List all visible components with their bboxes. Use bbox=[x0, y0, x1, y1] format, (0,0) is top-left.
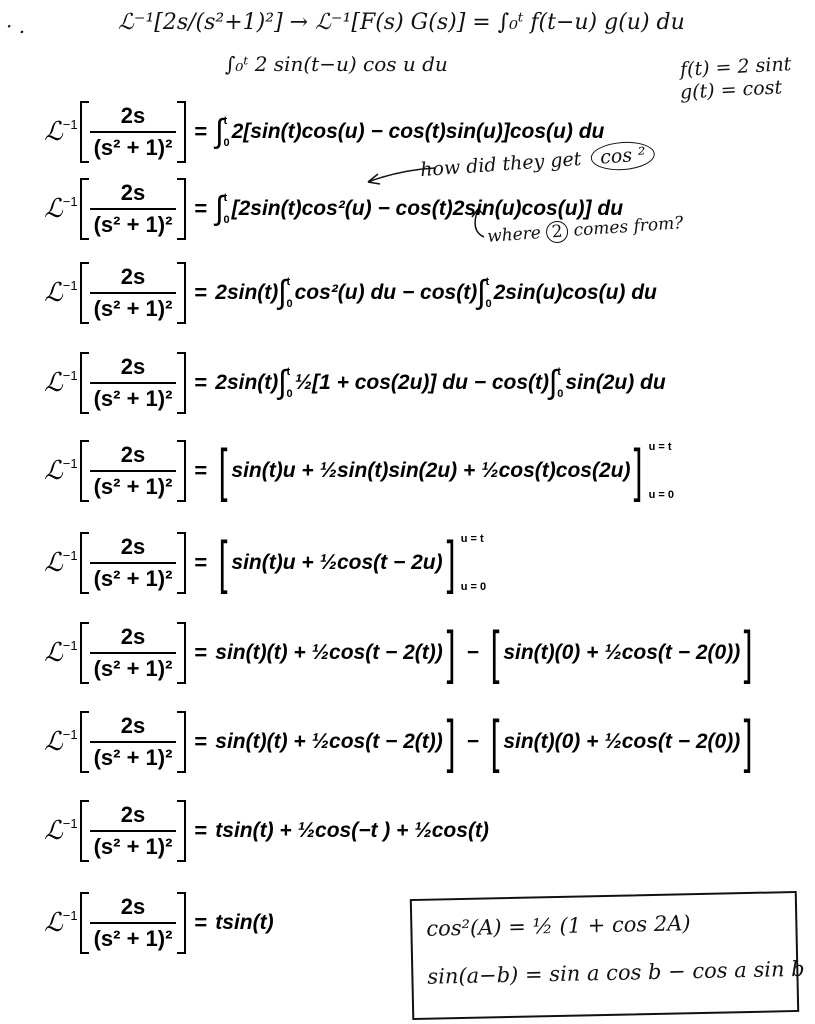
laplace-inverse-sup: −1 bbox=[62, 367, 78, 383]
lhs-fraction bbox=[90, 442, 177, 500]
laplace-inverse-sup: −1 bbox=[62, 815, 78, 831]
equation-row bbox=[44, 348, 666, 418]
integral-sign: ∫ bbox=[278, 364, 287, 401]
expression-segment: sin(t)(0) + ½cos(t − 2(0)) bbox=[503, 730, 741, 753]
expression-segment: 2sin(t) bbox=[215, 281, 279, 304]
integral-lower-limit: 0 bbox=[223, 214, 230, 226]
lower-limit: u = 0 bbox=[648, 489, 674, 501]
equation-rhs bbox=[215, 911, 273, 935]
handwritten-f-of-t: f(t) = 2 sint bbox=[679, 53, 792, 81]
equation-rhs bbox=[215, 438, 674, 503]
equals-sign: = bbox=[194, 910, 208, 935]
expression-segment: 2sin(u)cos(u) du bbox=[493, 281, 657, 304]
equation-row bbox=[44, 528, 486, 598]
lhs-numerator: 2s bbox=[120, 802, 146, 827]
lhs-fraction bbox=[90, 894, 177, 952]
laplace-operator: ℒ bbox=[44, 908, 63, 938]
inverse-laplace-lhs bbox=[44, 352, 215, 414]
equation-row bbox=[44, 618, 756, 688]
expression-segment: tsin(t) + ½cos(−t ) + ½cos(t) bbox=[215, 819, 489, 842]
expression-segment: sin(t)u + ½cos(t − 2u) bbox=[231, 551, 443, 574]
integral-lower-limit: 0 bbox=[286, 388, 293, 400]
handwritten-integral-line: ∫₀ᵗ 2 sin(t−u) cos u du bbox=[225, 52, 448, 76]
equals-sign: = bbox=[194, 280, 208, 305]
lhs-fraction bbox=[90, 534, 177, 592]
laplace-inverse-sup: −1 bbox=[62, 637, 78, 653]
upper-limit: u = t bbox=[648, 441, 672, 453]
equation-row bbox=[44, 436, 674, 506]
lhs-denominator: (s² + 1)² bbox=[90, 470, 177, 500]
laplace-inverse-sup: −1 bbox=[62, 116, 78, 132]
expression-segment: sin(t)(0) + ½cos(t − 2(0)) bbox=[503, 641, 741, 664]
expression-segment: sin(t)(t) + ½cos(t − 2(t)) bbox=[215, 730, 443, 753]
integral-with-limits bbox=[278, 366, 294, 400]
equals-sign: = bbox=[194, 370, 208, 395]
equation-row bbox=[44, 888, 274, 958]
integral-lower-limit: 0 bbox=[286, 298, 293, 310]
lhs-numerator: 2s bbox=[120, 624, 146, 649]
lhs-denominator: (s² + 1)² bbox=[90, 922, 177, 952]
equals-sign: = bbox=[194, 729, 208, 754]
expression-segment: tsin(t) bbox=[215, 911, 274, 934]
laplace-operator: ℒ bbox=[44, 638, 63, 668]
lhs-fraction bbox=[90, 103, 177, 161]
expression-segment: sin(t)(t) + ½cos(t − 2(t)) bbox=[215, 641, 443, 664]
laplace-inverse-sup: −1 bbox=[62, 277, 78, 293]
circled-two: 2 bbox=[545, 220, 568, 243]
laplace-operator: ℒ bbox=[44, 278, 63, 308]
equals-sign: = bbox=[194, 119, 208, 144]
lhs-bracket bbox=[80, 440, 187, 502]
large-bracket: ] bbox=[634, 438, 643, 503]
laplace-operator: ℒ bbox=[44, 368, 63, 398]
integral-upper-limit: t bbox=[557, 366, 561, 378]
lhs-bracket bbox=[80, 800, 187, 862]
large-bracket: ] bbox=[743, 709, 753, 774]
laplace-inverse-sup: −1 bbox=[62, 907, 78, 923]
large-bracket: [ bbox=[218, 438, 228, 503]
integral-upper-limit: t bbox=[223, 115, 228, 127]
lhs-bracket bbox=[80, 101, 187, 163]
identity-cos-squared: cos²(A) = ½ (1 + cos 2A) bbox=[426, 911, 691, 941]
handwritten-convolution-line: ℒ⁻¹[2s/(s²+1)²] → ℒ⁻¹[F(s) G(s)] = ∫₀ᵗ f(t−u) g(u) du bbox=[118, 10, 685, 35]
question-text: how did they get bbox=[419, 147, 583, 182]
large-bracket: ] bbox=[743, 620, 753, 685]
laplace-operator: ℒ bbox=[44, 816, 63, 846]
laplace-inverse-sup: −1 bbox=[62, 547, 78, 563]
identities-box bbox=[410, 891, 805, 1020]
lhs-numerator: 2s bbox=[120, 103, 146, 128]
integral-with-limits bbox=[477, 276, 493, 310]
expression-segment: cos²(u) du − cos(t) bbox=[294, 281, 478, 304]
equals-sign: = bbox=[194, 458, 208, 483]
equation-rhs bbox=[215, 530, 487, 595]
lhs-numerator: 2s bbox=[120, 180, 146, 205]
integral-upper-limit: t bbox=[223, 192, 228, 204]
lhs-bracket bbox=[80, 622, 187, 684]
integral-with-limits bbox=[215, 192, 231, 226]
laplace-operator: ℒ bbox=[44, 117, 63, 147]
inverse-laplace-lhs bbox=[44, 532, 215, 594]
equation-rhs bbox=[215, 709, 756, 774]
expression-segment: sin(2u) du bbox=[565, 371, 666, 394]
large-bracket: ] bbox=[446, 620, 456, 685]
lhs-numerator: 2s bbox=[120, 713, 146, 738]
inverse-laplace-lhs bbox=[44, 800, 215, 862]
evaluation-limits bbox=[649, 441, 674, 501]
lhs-bracket bbox=[80, 352, 187, 414]
laplace-operator: ℒ bbox=[44, 456, 63, 486]
lhs-bracket bbox=[80, 532, 187, 594]
lhs-denominator: (s² + 1)² bbox=[90, 382, 177, 412]
equation-rhs bbox=[215, 819, 489, 843]
integral-upper-limit: t bbox=[286, 276, 291, 288]
minus-sign: − bbox=[466, 730, 480, 753]
equation-row bbox=[44, 707, 756, 777]
integral-sign: ∫ bbox=[215, 113, 224, 150]
integral-with-limits bbox=[549, 366, 565, 400]
integral-sign: ∫ bbox=[477, 274, 486, 311]
laplace-operator: ℒ bbox=[44, 194, 63, 224]
equals-sign: = bbox=[194, 640, 208, 665]
equation-rhs bbox=[215, 620, 756, 685]
equals-sign: = bbox=[194, 818, 208, 843]
expression-segment: 2sin(t) bbox=[215, 371, 279, 394]
lhs-denominator: (s² + 1)² bbox=[90, 741, 177, 771]
lhs-bracket bbox=[80, 178, 187, 240]
integral-lower-limit: 0 bbox=[557, 388, 564, 400]
circled-cos2: cos ² bbox=[590, 140, 655, 172]
integral-sign: ∫ bbox=[549, 364, 558, 401]
lhs-numerator: 2s bbox=[120, 354, 146, 379]
laplace-operator: ℒ bbox=[44, 548, 63, 578]
lhs-bracket bbox=[80, 711, 187, 773]
large-bracket: [ bbox=[490, 709, 500, 774]
equation-rhs bbox=[215, 366, 665, 400]
lhs-bracket bbox=[80, 262, 187, 324]
expression-segment: 2[sin(t)cos(u) − cos(t)sin(u)]cos(u) du bbox=[231, 120, 605, 143]
lhs-fraction bbox=[90, 624, 177, 682]
lhs-fraction bbox=[90, 713, 177, 771]
lhs-denominator: (s² + 1)² bbox=[90, 208, 177, 238]
minus-sign: − bbox=[466, 641, 480, 664]
equation-rhs bbox=[215, 115, 604, 149]
lhs-denominator: (s² + 1)² bbox=[90, 830, 177, 860]
integral-sign: ∫ bbox=[215, 190, 224, 227]
lhs-bracket bbox=[80, 892, 187, 954]
lhs-denominator: (s² + 1)² bbox=[90, 652, 177, 682]
integral-lower-limit: 0 bbox=[485, 298, 492, 310]
inverse-laplace-lhs bbox=[44, 178, 215, 240]
inverse-laplace-lhs bbox=[44, 892, 215, 954]
equals-sign: = bbox=[194, 196, 208, 221]
lhs-fraction bbox=[90, 264, 177, 322]
lhs-denominator: (s² + 1)² bbox=[90, 292, 177, 322]
lhs-denominator: (s² + 1)² bbox=[90, 131, 177, 161]
lhs-fraction bbox=[90, 180, 177, 238]
laplace-inverse-sup: −1 bbox=[62, 455, 78, 471]
lhs-fraction bbox=[90, 354, 177, 412]
inverse-laplace-lhs bbox=[44, 262, 215, 324]
equation-row bbox=[44, 174, 623, 244]
inverse-laplace-lhs bbox=[44, 711, 215, 773]
evaluation-limits bbox=[461, 533, 486, 593]
equals-sign: = bbox=[194, 550, 208, 575]
inverse-laplace-lhs bbox=[44, 622, 215, 684]
equation-row bbox=[44, 258, 657, 328]
equation-rhs bbox=[215, 276, 657, 310]
equation-row bbox=[44, 796, 489, 866]
lhs-numerator: 2s bbox=[120, 894, 146, 919]
laplace-operator: ℒ bbox=[44, 727, 63, 757]
handwritten-g-of-t: g(t) = cost bbox=[679, 76, 783, 104]
laplace-inverse-sup: −1 bbox=[62, 193, 78, 209]
large-bracket: ] bbox=[446, 530, 456, 595]
question2-where: where bbox=[486, 223, 542, 247]
large-bracket: ] bbox=[446, 709, 456, 774]
question2-rest: comes from? bbox=[572, 213, 684, 241]
lhs-numerator: 2s bbox=[120, 442, 146, 467]
inverse-laplace-lhs bbox=[44, 440, 215, 502]
equation-rhs bbox=[215, 192, 623, 226]
upper-limit: u = t bbox=[460, 533, 484, 545]
integral-with-limits bbox=[215, 115, 231, 149]
integral-with-limits bbox=[278, 276, 294, 310]
lhs-fraction bbox=[90, 802, 177, 860]
integral-sign: ∫ bbox=[278, 274, 287, 311]
inverse-laplace-lhs bbox=[44, 101, 215, 163]
integral-lower-limit: 0 bbox=[223, 137, 230, 149]
identity-sin-difference: sin(a−b) = sin a cos b − cos a sin b bbox=[427, 956, 805, 989]
equation-row bbox=[44, 97, 604, 167]
integral-upper-limit: t bbox=[485, 276, 490, 288]
large-bracket: [ bbox=[490, 620, 500, 685]
large-bracket: [ bbox=[218, 530, 228, 595]
expression-segment: ½[1 + cos(2u)] du − cos(t) bbox=[294, 371, 550, 394]
lhs-numerator: 2s bbox=[120, 534, 146, 559]
lower-limit: u = 0 bbox=[460, 581, 487, 593]
laplace-inverse-sup: −1 bbox=[62, 726, 78, 742]
lhs-denominator: (s² + 1)² bbox=[90, 562, 177, 592]
handwritten-dots: · . bbox=[6, 14, 26, 38]
integral-upper-limit: t bbox=[286, 366, 291, 378]
expression-segment: [2sin(t)cos²(u) − cos(t)2sin(u)cos(u)] du bbox=[231, 197, 624, 220]
expression-segment: sin(t)u + ½sin(t)sin(2u) + ½cos(t)cos(2u) bbox=[231, 459, 631, 482]
lhs-numerator: 2s bbox=[120, 264, 146, 289]
